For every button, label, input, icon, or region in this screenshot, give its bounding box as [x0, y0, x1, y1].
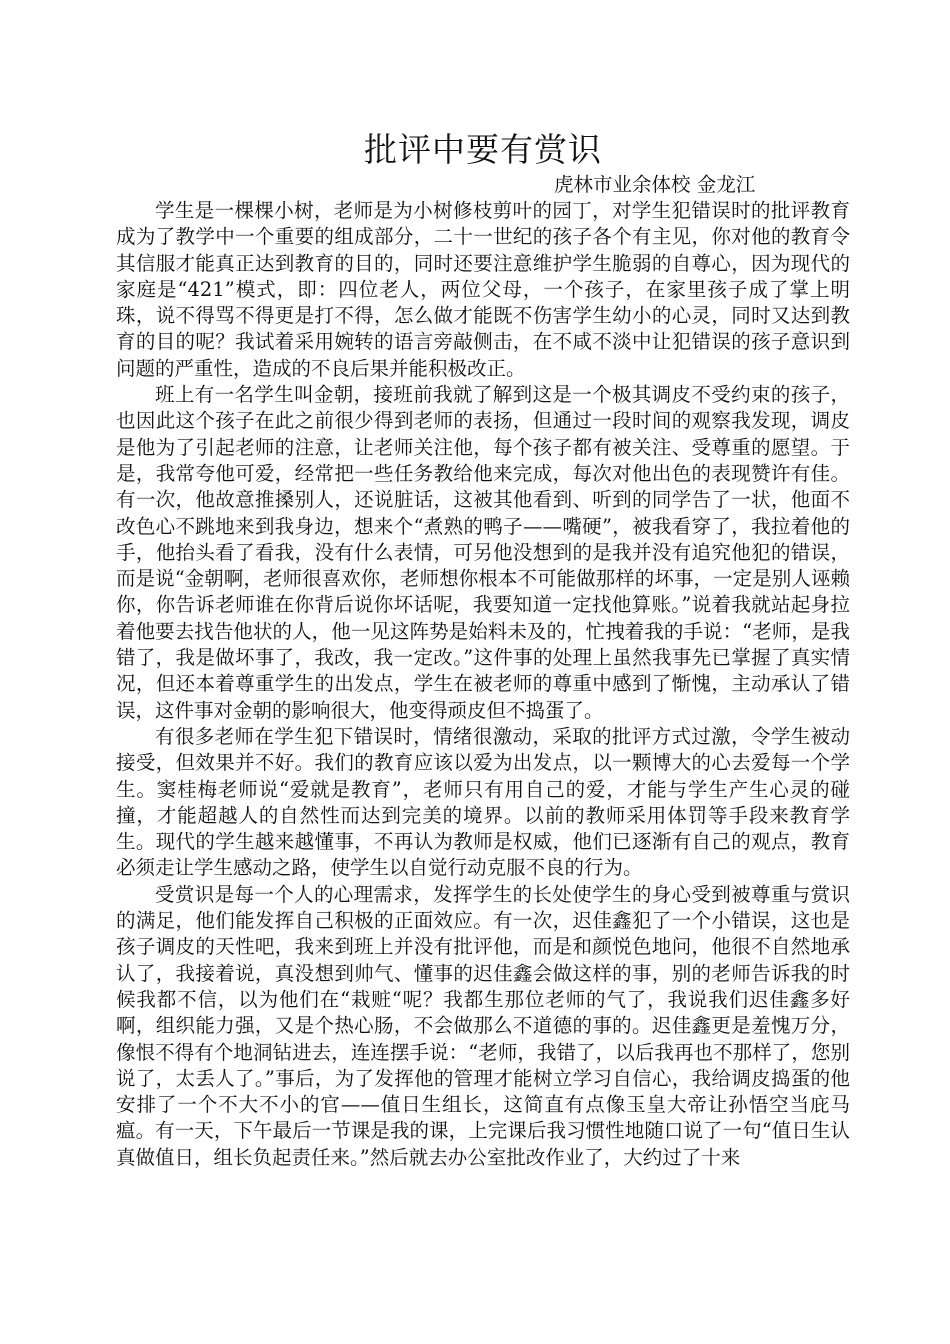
- paragraph: 班上有一名学生叫金朝，接班前我就了解到这是一个极其调皮不受约束的孩子，也因此这个孩子在此之前很少得到老师的表扬，但通过一段时间的观察我发现，调皮是他为了引起老师的注意，让老师关注他，每个孩子都有被关注、受尊重的愿望。于是，我常夸他可爱，经常把一些任务教给他来完成，每次对他出色的表现赞许有佳。有一次，他故意推搡别人，还说脏话，这被其他看到、听到的同学告了一状，他面不改色心不跳地来到我身边，想来个“煮熟的鸭子——嘴硬”，被我看穿了，我拉着他的手，他抬头看了看我，没有什么表情，可另他没想到的是我并没有追究他犯的错误，而是说“金朝啊，老师很喜欢你，老师想你根本不可能做那样的坏事，一定是别人诬赖你，你告诉老师谁在你背后说你坏话呢，我要知道一定找他算账。”说着我就站起身拉着他要去找告他状的人，他一见这阵势是始料未及的，忙拽着我的手说：“老师，是我错了，我是做坏事了，我改，我一定改。”这件事的处理上虽然我事先已掌握了真实情况，但还本着尊重学生的出发点，学生在被老师的尊重中感到了惭愧，主动承认了错误，这件事对金朝的影响很大，他变得顽皮但不捣蛋了。: [116, 383, 850, 722]
- article-body: [116, 198, 850, 1171]
- paragraph: 有很多老师在学生犯下错误时，情绪很激动，采取的批评方式过激，令学生被动接受，但效果并不好。我们的教育应该以爱为出发点，以一颗博大的心去爱每一个学生。窦桂梅老师说“爱就是教育”，老师只有用自己的爱，才能与学生产生心灵的碰撞，才能超越人的自然性而达到完美的境界。以前的教师采用体罚等手段来教育学生。现代的学生越来越懂事，不再认为教师是权威，他们已逐渐有自己的观点，教育必须走让学生感动之路，使学生以自觉行动克服不良的行为。: [116, 724, 850, 880]
- document-page: [116, 128, 850, 1171]
- page-title: 批评中要有赏识: [364, 130, 602, 169]
- author-line: 虎林市业余体校 金龙江: [554, 173, 756, 196]
- paragraph: 受赏识是每一个人的心理需求，发挥学生的长处使学生的身心受到被尊重与赏识的满足，他们能发挥自己积极的正面效应。有一次，迟佳鑫犯了一个小错误，这也是孩子调皮的天性吧，我来到班上并没有批评他，而是和颜悦色地问，他很不自然地承认了，我接着说，真没想到帅气、懂事的迟佳鑫会做这样的事，别的老师告诉我的时候我都不信，以为他们在“栽赃“呢？我都生那位老师的气了，我说我们迟佳鑫多好啊，组织能力强，又是个热心肠，不会做那么不道德的事的。迟佳鑫更是羞愧万分，像恨不得有个地洞钻进去，连连摆手说：“老师，我错了，以后我再也不那样了，您别说了，太丢人了。”事后，为了发挥他的管理才能树立学习自信心，我给调皮捣蛋的他安排了一个不大不小的官——值日生组长，这简直有点像玉皇大帝让孙悟空当庇马瘟。有一天，下午最后一节课是我的课，上完课后我习惯性地随口说了一句“值日生认真做值日，组长负起责任来。”然后就去办公室批改作业了，大约过了十来: [116, 882, 850, 1169]
- paragraph: 学生是一棵棵小树，老师是为小树修枝剪叶的园丁，对学生犯错误时的批评教育成为了教学中一个重要的组成部分，二十一世纪的孩子各个有主见，你对他的教育令其信服才能真正达到教育的目的，同时还要注意维护学生脆弱的自尊心，因为现代的家庭是“421”模式，即：四位老人，两位父母，一个孩子，在家里孩子成了掌上明珠，说不得骂不得更是打不得，怎么做才能既不伤害学生幼小的心灵，同时又达到教育的目的呢？我试着采用婉转的语言旁敲侧击，在不咸不淡中让犯错误的孩子意识到问题的严重性，造成的不良后果并能积极改正。: [116, 199, 850, 380]
